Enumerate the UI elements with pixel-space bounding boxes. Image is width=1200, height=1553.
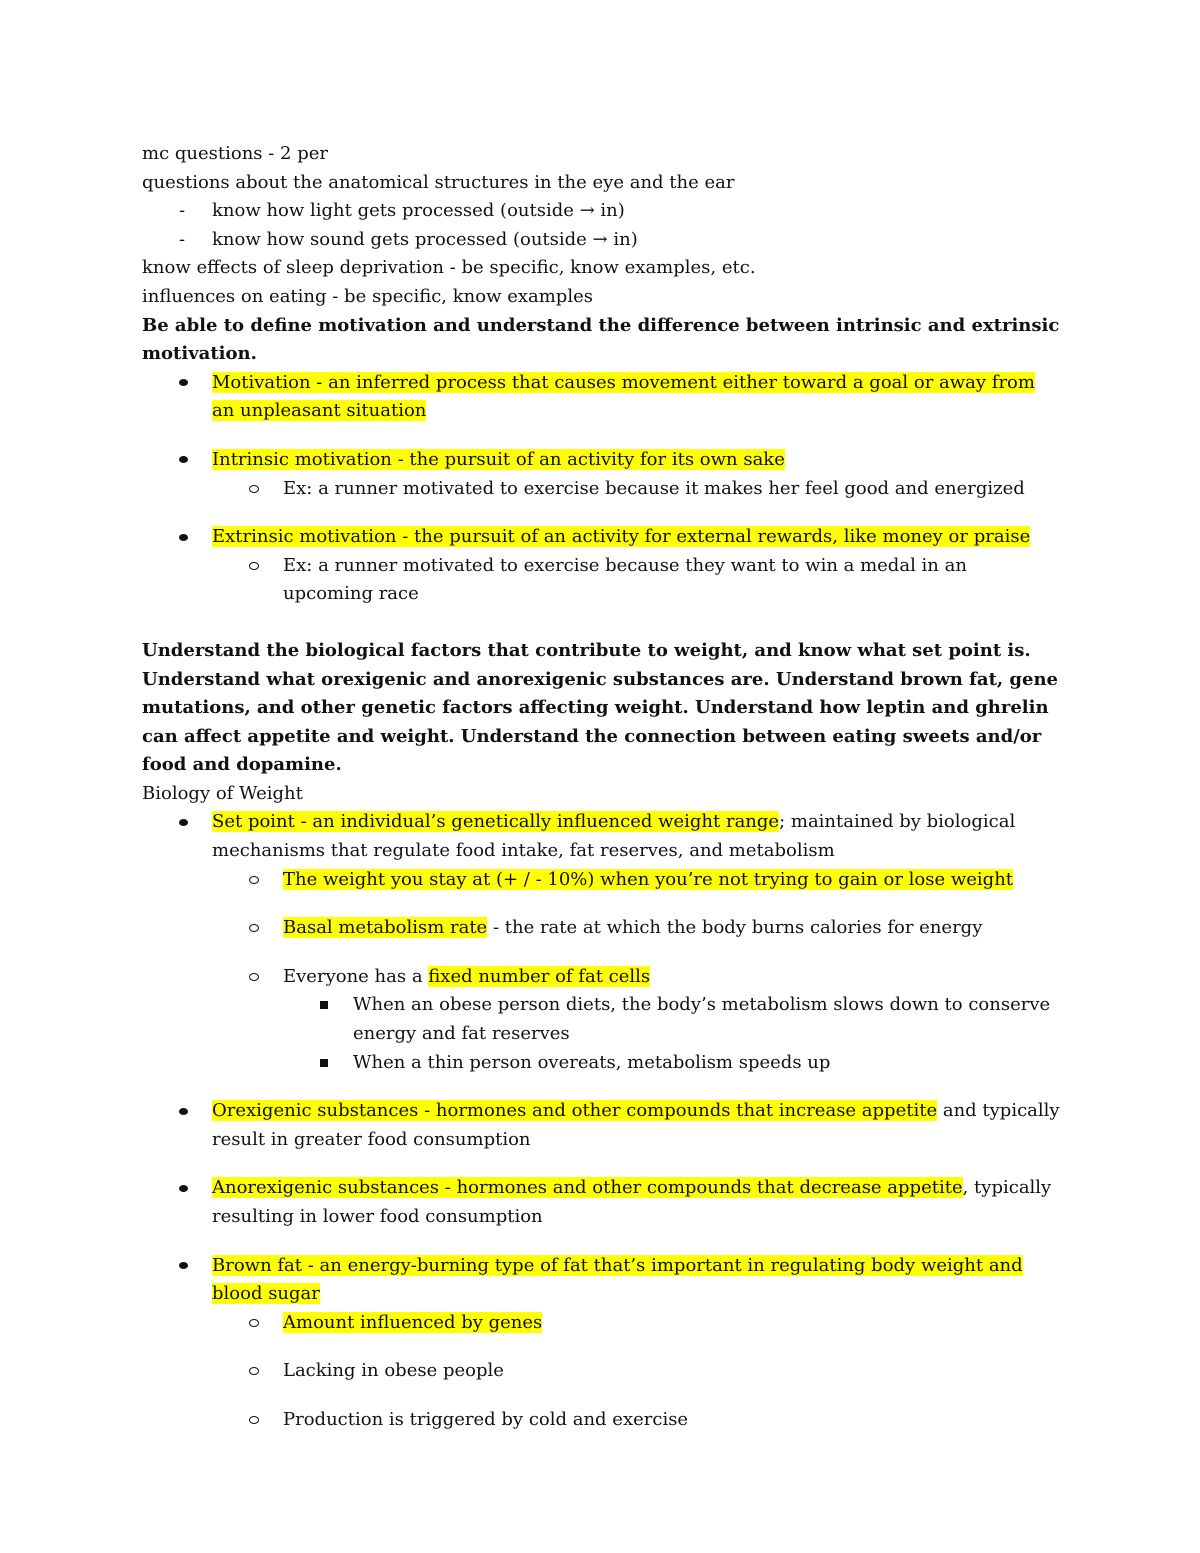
sub-bullet-bmr [142, 914, 1062, 943]
square-bullet-icon [314, 991, 334, 1020]
bullet-intrinsic [142, 446, 1062, 475]
bullet-orexigenic [142, 1097, 1062, 1154]
dash-item-light [142, 197, 1062, 226]
bullet-icon [173, 369, 193, 398]
document-body [142, 140, 1062, 1435]
dash-marker: - [178, 228, 186, 250]
motivation-definition: Motivation - an inferred process that causes movement either toward a goal or away from an unpleasant situation [212, 371, 1035, 422]
square-bullet-thin-overeats [142, 1049, 1062, 1078]
biology-of-weight-subheading: Biology of Weight [142, 782, 303, 804]
bullet-icon [173, 1097, 193, 1126]
bullet-icon [173, 446, 193, 475]
set-point-rest: ; maintained by biological mechanisms that regulate food intake, fat reserves, and metabolism [212, 811, 1016, 862]
dash-marker: - [178, 200, 186, 222]
bullet-icon [173, 1252, 193, 1281]
anorexigenic-highlight: Anorexigenic substances - hormones and other compounds that decrease appetite [212, 1177, 963, 1199]
thin-overeats-text: When a thin person overeats, metabolism speeds up [353, 1051, 831, 1073]
circle-bullet-icon [244, 475, 264, 504]
bullet-motivation-definition [142, 369, 1062, 426]
line-sleep: know effects of sleep deprivation - be specific, know examples, etc. [142, 257, 756, 279]
stay-weight-highlight: The weight you stay at (+ / - 10%) when you’re not trying to gain or lose weight [283, 868, 1014, 890]
lacking-text: Lacking in obese people [283, 1360, 504, 1382]
bullet-brown-fat [142, 1252, 1062, 1309]
dash-item-light-text: know how light gets processed (outside → in) [212, 200, 625, 222]
line-anatomy: questions about the anatomical structures in the eye and the ear [142, 171, 735, 193]
sub-bullet-genes [142, 1309, 1062, 1338]
line-eating: influences on eating - be specific, know examples [142, 285, 593, 307]
bullet-extrinsic [142, 523, 1062, 552]
sub-bullet-fat-cells [142, 963, 1062, 992]
circle-bullet-icon [244, 1406, 264, 1435]
bmr-highlight: Basal metabolism rate [283, 917, 488, 939]
motivation-heading: Be able to define motivation and understand the difference between intrinsic and extrinsic motivation. [142, 314, 1060, 365]
sub-bullet-lacking [142, 1357, 1062, 1386]
dash-item-sound [142, 226, 1062, 255]
square-bullet-obese-diets [142, 991, 1062, 1048]
circle-bullet-icon [244, 1309, 264, 1338]
production-text: Production is triggered by cold and exercise [283, 1408, 689, 1430]
sub-bullet-extrinsic-example [142, 552, 1062, 609]
circle-bullet-icon [244, 866, 264, 895]
bullet-icon [173, 1174, 193, 1203]
genes-highlight: Amount influenced by genes [283, 1311, 543, 1333]
fat-cells-highlight: fixed number of fat cells [428, 965, 651, 987]
circle-bullet-icon [244, 914, 264, 943]
circle-bullet-icon [244, 963, 264, 992]
sub-bullet-stay-weight [142, 866, 1062, 895]
extrinsic-definition: Extrinsic motivation - the pursuit of an activity for external rewards, like money or praise [212, 526, 1031, 548]
brown-fat-highlight: Brown fat - an energy-burning type of fat that’s important in regulating body weight and blood sugar [212, 1254, 1023, 1305]
sub-bullet-intrinsic-example [142, 475, 1062, 504]
weight-heading: Understand the biological factors that contribute to weight, and know what set point is. Understand what orexigenic and anorexigenic substances are. Understand brown fat, gene mutations, and other genetic factors affecting weight. Understand how leptin and ghrelin can affect appetite and weight. Understand the connection between eating sweets and/or food and dopamine. [142, 639, 1058, 776]
square-bullet-icon [314, 1049, 334, 1078]
sub-bullet-production [142, 1406, 1062, 1435]
orexigenic-rest: and typically result in greater food consumption [212, 1100, 1060, 1150]
intrinsic-definition: Intrinsic motivation - the pursuit of an activity for its own sake [212, 448, 785, 470]
intrinsic-example: Ex: a runner motivated to exercise because it makes her feel good and energized [283, 477, 1025, 499]
orexigenic-highlight: Orexigenic substances - hormones and other compounds that increase appetite [212, 1100, 938, 1122]
bullet-icon [173, 523, 193, 552]
fat-cells-prefix: Everyone has a [283, 965, 429, 987]
bullet-icon [173, 808, 193, 837]
line-mc-questions: mc questions - 2 per [142, 143, 329, 164]
set-point-highlight: Set point - an individual’s genetically influenced weight range [212, 811, 780, 833]
bmr-rest: - the rate at which the body burns calories for energy [487, 917, 983, 939]
circle-bullet-icon [244, 552, 264, 581]
anorexigenic-rest: , typically resulting in lower food consumption [212, 1177, 1052, 1227]
extrinsic-example: Ex: a runner motivated to exercise because they want to win a medal in an upcoming race [283, 554, 967, 605]
dash-item-sound-text: know how sound gets processed (outside → in) [212, 228, 638, 250]
obese-diets-text: When an obese person diets, the body’s metabolism slows down to conserve energy and fat reserves [353, 994, 1051, 1045]
circle-bullet-icon [244, 1357, 264, 1386]
bullet-set-point [142, 808, 1062, 865]
bullet-anorexigenic [142, 1174, 1062, 1231]
